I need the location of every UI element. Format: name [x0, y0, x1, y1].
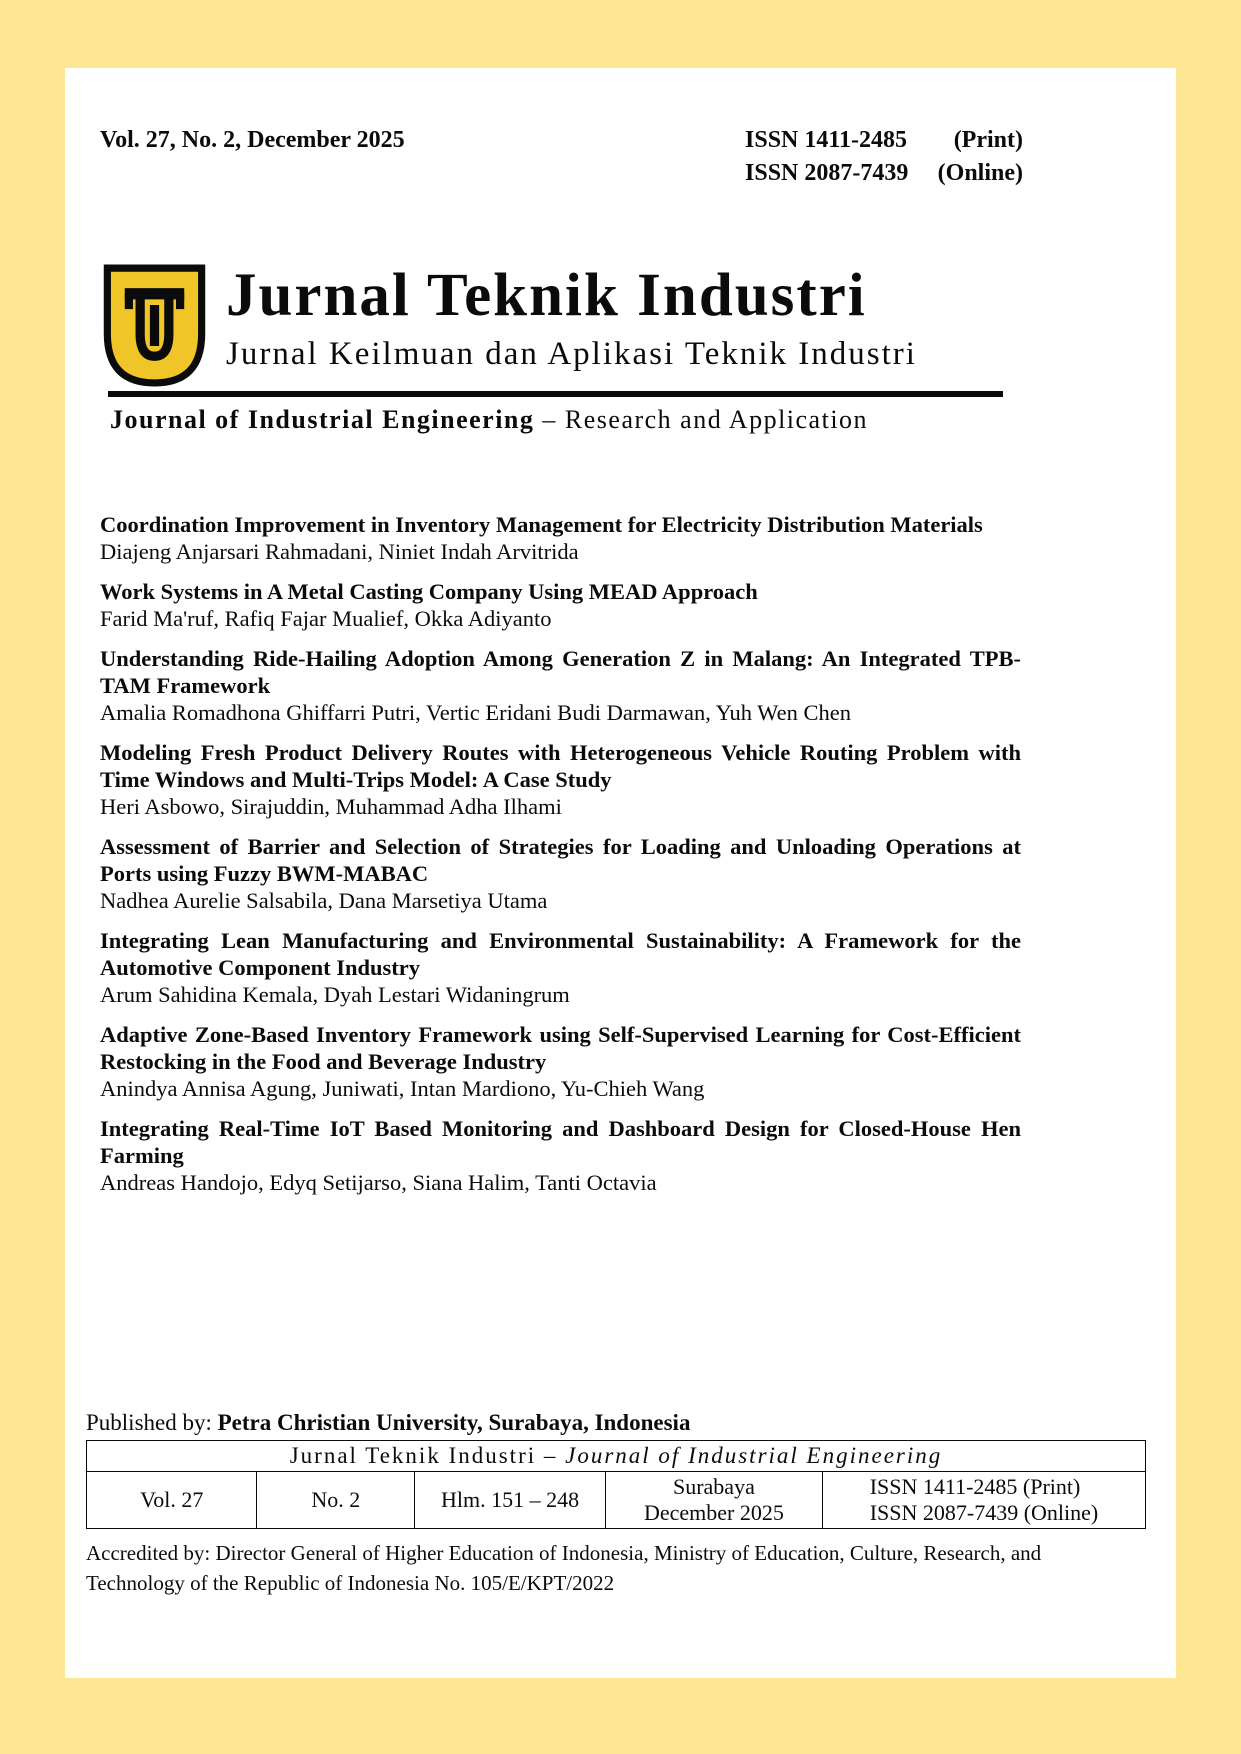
article-item: [100, 927, 1021, 1008]
article-title: Understanding Ride-Hailing Adoption Among Generation Z in Malang: An Integrated TPB-TAM Framework: [100, 646, 1021, 698]
issn-cell: [822, 1472, 1145, 1529]
journal-info-table: [86, 1440, 1146, 1529]
issn-cell-print: ISSN 1411-2485 (Print): [869, 1474, 1081, 1499]
article-authors: Nadhea Aurelie Salsabila, Dana Marsetiya Utama: [100, 888, 548, 913]
table-row: [87, 1472, 1146, 1529]
issn-print-label: (Print): [953, 127, 1023, 153]
article-authors: Andreas Handojo, Edyq Setijarso, Siana Halim, Tanti Octavia: [100, 1170, 657, 1195]
tagline-bold: Journal of Industrial Engineering: [110, 405, 535, 434]
article-title: Integrating Real-Time IoT Based Monitoring and Dashboard Design for Closed-House Hen Farming: [100, 1116, 1021, 1168]
article-title: Work Systems in A Metal Casting Company Using MEAD Approach: [100, 579, 758, 604]
article-title: Integrating Lean Manufacturing and Environmental Sustainability: A Framework for the Automotive Component Industry: [100, 928, 1021, 980]
table-title: [87, 1441, 1146, 1472]
article-item: [100, 1021, 1021, 1102]
article-title: Coordination Improvement in Inventory Management for Electricity Distribution Materials: [100, 512, 983, 537]
masthead: [103, 264, 1176, 387]
university-shield-logo-icon: [103, 264, 206, 387]
article-title: Assessment of Barrier and Selection of Strategies for Loading and Unloading Operations at Ports using Fuzzy BWM-MABAC: [100, 834, 1021, 886]
published-by-line: [86, 1408, 1146, 1438]
city-date-cell: [605, 1472, 822, 1529]
article-authors: Farid Ma'ruf, Rafiq Fajar Mualief, Okka Adiyanto: [100, 606, 552, 631]
volume-cell: Vol. 27: [87, 1472, 257, 1529]
issn-online-code: ISSN 2087-7439: [745, 160, 909, 186]
masthead-text: [226, 264, 1176, 374]
journal-subtitle: Jurnal Keilmuan dan Aplikasi Teknik Industri: [226, 336, 917, 372]
article-item: [100, 833, 1021, 914]
footer-block: [86, 1408, 1146, 1598]
article-item: [100, 578, 1021, 632]
article-title: Modeling Fresh Product Delivery Routes with Heterogeneous Vehicle Routing Problem with Time Windows and Multi-Trips Model: A Case Study: [100, 740, 1021, 792]
journal-title: Jurnal Teknik Industri: [226, 262, 867, 329]
published-by-label: Published by:: [86, 1410, 218, 1435]
article-item: [100, 645, 1021, 726]
table-title-regular: Jurnal Teknik Industri –: [289, 1443, 566, 1468]
article-item: [100, 1115, 1021, 1196]
journal-tagline: [110, 405, 1176, 435]
article-item: [100, 739, 1021, 820]
masthead-rule: [108, 391, 1003, 397]
article-authors: Arum Sahidina Kemala, Dyah Lestari Widaningrum: [100, 982, 570, 1007]
issn-online-line: [745, 157, 1023, 190]
city: Surabaya: [672, 1474, 755, 1499]
issn-online-label: (Online): [937, 160, 1023, 186]
tagline-rest: – Research and Application: [534, 405, 869, 434]
issn-cell-lines: [870, 1474, 1099, 1526]
date: December 2025: [643, 1500, 784, 1525]
table-title-italic: Journal of Industrial Engineering: [565, 1443, 943, 1468]
article-authors: Anindya Annisa Agung, Juniwati, Intan Mardiono, Yu-Chieh Wang: [100, 1076, 705, 1101]
issn-print-line: [745, 124, 1023, 157]
accreditation-note: Accredited by: Director General of Higher Education of Indonesia, Ministry of Education, Culture, Research, and Technology of the Republic of Indonesia No. 105/E/KPT/2022: [86, 1541, 1042, 1595]
number-cell: No. 2: [257, 1472, 415, 1529]
top-header: [65, 68, 1176, 190]
issn-block: [745, 124, 1023, 190]
pages-cell: Hlm. 151 – 248: [415, 1472, 606, 1529]
article-item: [100, 511, 1021, 565]
issn-cell-online: ISSN 2087-7439 (Online): [869, 1500, 1099, 1525]
issn-print-code: ISSN 1411-2485: [745, 127, 908, 153]
journal-cover-page: [65, 68, 1176, 1678]
published-by-value: Petra Christian University, Surabaya, Indonesia: [217, 1410, 691, 1435]
article-title: Adaptive Zone-Based Inventory Framework using Self-Supervised Learning for Cost-Efficient Restocking in the Food and Beverage Industry: [100, 1022, 1021, 1074]
article-authors: Amalia Romadhona Ghiffarri Putri, Vertic Eridani Budi Darmawan, Yuh Wen Chen: [100, 700, 851, 725]
issue-line: Vol. 27, No. 2, December 2025: [100, 127, 405, 153]
article-authors: Heri Asbowo, Sirajuddin, Muhammad Adha Ilhami: [100, 794, 562, 819]
article-list: [100, 511, 1021, 1196]
article-authors: Diajeng Anjarsari Rahmadani, Niniet Indah Arvitrida: [100, 539, 579, 564]
